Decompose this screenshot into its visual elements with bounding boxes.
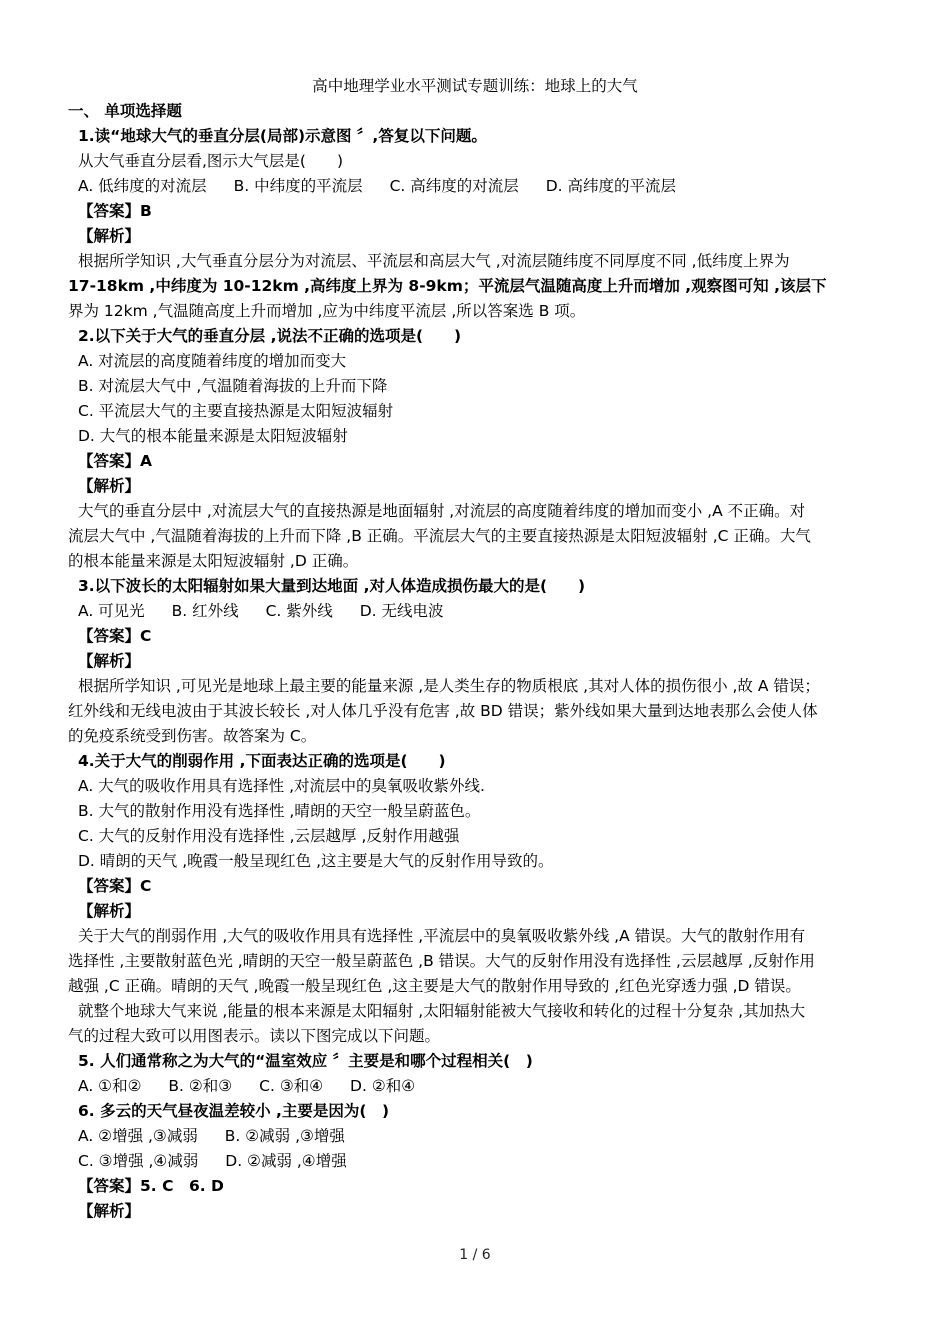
- question-1-options: [68, 174, 884, 199]
- question-1-sub: 从大气垂直分层看,图示大气层是( ): [78, 152, 344, 170]
- option-c: C. ③增强 ,④减弱: [78, 1152, 199, 1170]
- question-6-options-row2: [68, 1149, 884, 1174]
- analysis-line: 大气的垂直分层中 ,对流层大气的直接热源是地面辐射 ,对流层的高度随着纬度的增加而变小 ,A 不正确。对: [78, 502, 806, 520]
- option-c: C. 紫外线: [265, 602, 333, 620]
- question-5-6-analysis-label: 【解析】: [78, 1202, 141, 1220]
- option-a: A. ②增强 ,③减弱: [78, 1127, 198, 1145]
- question-6-stem: 6. 多云的天气昼夜温差较小 ,主要是因为( ): [78, 1102, 390, 1120]
- question-1-answer: 【答案】B: [78, 202, 152, 220]
- section-heading: 一、 单项选择题: [68, 102, 182, 120]
- question-4-analysis-label: 【解析】: [78, 902, 141, 920]
- option-d: D. 大气的根本能量来源是太阳短波辐射: [78, 427, 348, 445]
- question-4-answer: 【答案】C: [78, 877, 152, 895]
- analysis-line: 越强 ,C 正确。晴朗的天气 ,晚霞一般呈现红色 ,这主要是大气的散射作用导致的 ,红色光穿透力强 ,D 错误。: [68, 977, 801, 995]
- option-d: D. 无线电波: [359, 602, 444, 620]
- question-2-analysis-label: 【解析】: [78, 477, 141, 495]
- analysis-line: 17-18km ,中纬度为 10-12km ,高纬度上界为 8-9km；平流层气温随高度上升而增加 ,观察图可知 ,该层下: [68, 277, 827, 295]
- option-a: A. 大气的吸收作用具有选择性 ,对流层中的臭氧吸收紫外线.: [78, 777, 485, 795]
- option-c: C. 平流层大气的主要直接热源是太阳短波辐射: [78, 402, 394, 420]
- option-a: A. 对流层的高度随着纬度的增加而变大: [78, 352, 347, 370]
- question-2-stem: 2.以下关于大气的垂直分层 ,说法不正确的选项是( ): [78, 327, 462, 345]
- option-b: B. ②减弱 ,③增强: [224, 1127, 345, 1145]
- analysis-line: 红外线和无线电波由于其波长较长 ,对人体几乎没有危害 ,故 BD 错误；紫外线如果大量到达地表那么会使人体: [68, 702, 818, 720]
- question-4-stem: 4.关于大气的削弱作用 ,下面表达正确的选项是( ): [78, 752, 446, 770]
- analysis-line: 流层大气中 ,气温随着海拔的上升而下降 ,B 正确。平流层大气的主要直接热源是太阳短波辐射 ,C 正确。大气: [68, 527, 811, 545]
- page-number: 1 / 6: [459, 1247, 491, 1263]
- analysis-line: 关于大气的削弱作用 ,大气的吸收作用具有选择性 ,平流层中的臭氧吸收紫外线 ,A 错误。大气的散射作用有: [78, 927, 806, 945]
- document-body: [68, 99, 884, 1224]
- question-5-stem: 5. 人们通常称之为大气的“温室效应 〞主要是和哪个过程相关( ): [78, 1052, 533, 1070]
- option-b: B. ②和③: [168, 1077, 233, 1095]
- question-3-stem: 3.以下波长的太阳辐射如果大量到达地面 ,对人体造成损伤最大的是( ): [78, 577, 586, 595]
- option-a: A. 低纬度的对流层: [78, 177, 207, 195]
- option-b: B. 对流层大气中 ,气温随着海拔的上升而下降: [78, 377, 388, 395]
- option-d: D. 晴朗的天气 ,晚霞一般呈现红色 ,这主要是大气的反射作用导致的。: [78, 852, 554, 870]
- question-5-options: [68, 1074, 884, 1099]
- option-d: D. 高纬度的平流层: [545, 177, 676, 195]
- option-d: D. ②和④: [350, 1077, 416, 1095]
- analysis-line: 的根本能量来源是太阳短波辐射 ,D 正确。: [68, 552, 359, 570]
- option-b: B. 红外线: [171, 602, 239, 620]
- intro-line: 就整个地球大气来说 ,能量的根本来源是太阳辐射 ,太阳辐射能被大气接收和转化的过程十分复杂 ,其加热大: [78, 1002, 806, 1020]
- question-2-answer: 【答案】A: [78, 452, 152, 470]
- question-1-stem: 1.读“地球大气的垂直分层(局部)示意图 〞,答复以下问题。: [78, 127, 487, 145]
- analysis-line: 选择性 ,主要散射蓝色光 ,晴朗的天空一般呈蔚蓝色 ,B 错误。大气的反射作用没有选择性 ,云层越厚 ,反射作用: [68, 952, 815, 970]
- analysis-line: 的免疫系统受到伤害。故答案为 C。: [68, 727, 317, 745]
- option-b: B. 中纬度的平流层: [233, 177, 363, 195]
- question-3-options: [68, 599, 884, 624]
- question-3-answer: 【答案】C: [78, 627, 152, 645]
- analysis-line: 界为 12km ,气温随高度上升而增加 ,应为中纬度平流层 ,所以答案选 B 项。: [68, 302, 586, 320]
- analysis-line: 根据所学知识 ,大气垂直分层分为对流层、平流层和高层大气 ,对流层随纬度不同厚度不同 ,低纬度上界为: [78, 252, 790, 270]
- question-1-analysis-label: 【解析】: [78, 227, 141, 245]
- question-3-analysis-label: 【解析】: [78, 652, 141, 670]
- option-d: D. ②减弱 ,④增强: [225, 1152, 347, 1170]
- option-c: C. 高纬度的对流层: [389, 177, 519, 195]
- option-b: B. 大气的散射作用没有选择性 ,晴朗的天空一般呈蔚蓝色。: [78, 802, 481, 820]
- option-c: C. ③和④: [259, 1077, 324, 1095]
- analysis-line: 根据所学知识 ,可见光是地球上最主要的能量来源 ,是人类生存的物质根底 ,其对人体的损伤很小 ,故 A 错误；: [78, 677, 820, 695]
- question-5-6-answer: 【答案】5. C 6. D: [78, 1177, 224, 1195]
- option-a: A. 可见光: [78, 602, 145, 620]
- option-c: C. 大气的反射作用没有选择性 ,云层越厚 ,反射作用越强: [78, 827, 460, 845]
- question-6-options-row1: [68, 1124, 884, 1149]
- option-a: A. ①和②: [78, 1077, 142, 1095]
- intro-line: 气的过程大致可以用图表示。读以下图完成以下问题。: [68, 1027, 441, 1045]
- document-title: 高中地理学业水平测试专题训练：地球上的大气: [312, 77, 638, 95]
